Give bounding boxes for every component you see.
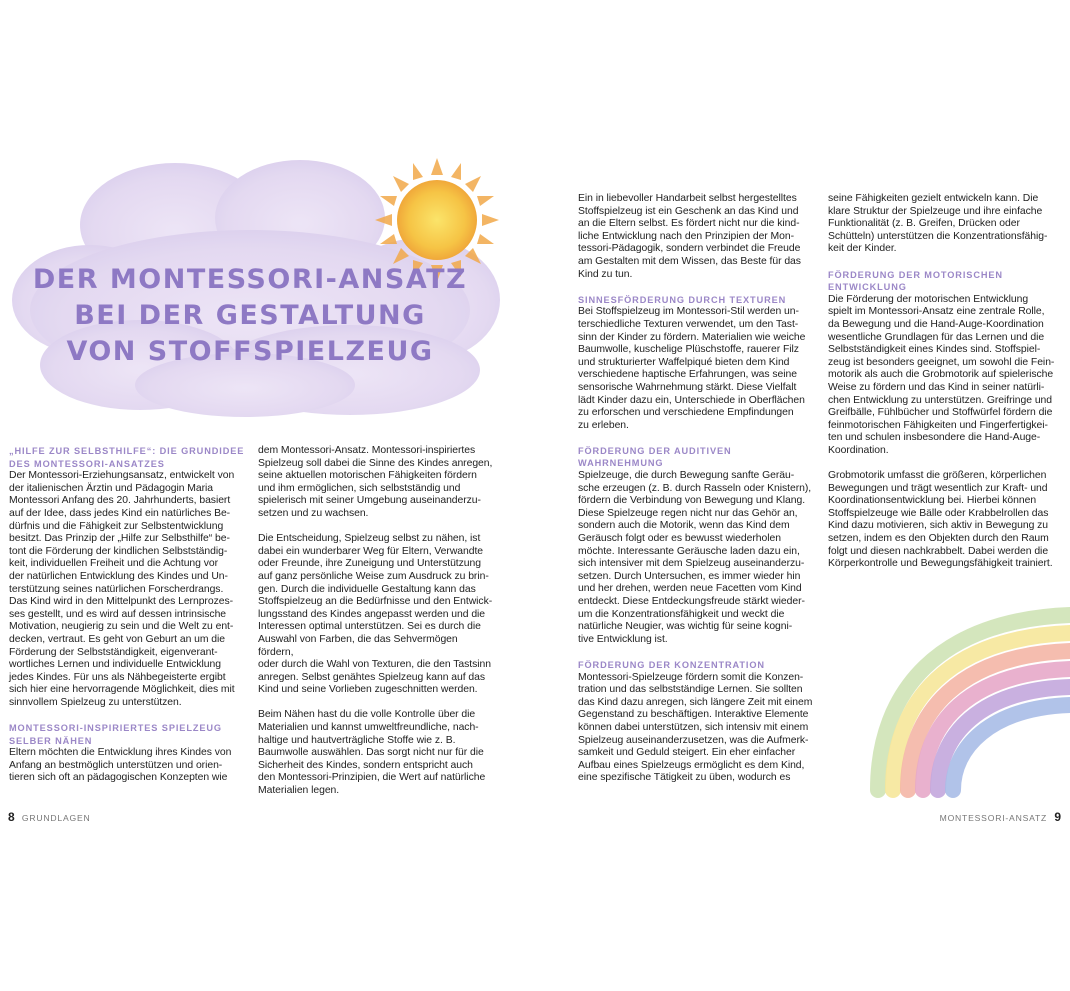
text-line: den Montessori-Prinzipien, die Wert auf natürliche [258, 772, 486, 784]
text-line: oder durch die Wahl von Texturen, die den Tastsinn [258, 659, 491, 671]
text-line: möchte. Interessante Geräusche laden dazu ein, [578, 545, 800, 557]
title-line: BEI DER GESTALTUNG [74, 300, 426, 331]
text-line: Interessen optimal unterstützen. Sei es durch die [258, 621, 481, 633]
text-line: der italienischen Ärztin und Pädagogin Maria [9, 482, 214, 494]
section-label: MONTESSORI-ANSATZ [939, 813, 1048, 823]
text-line: oder Freunde, ihre Zuneigung und Unterstützung [258, 558, 481, 570]
body-paragraph [9, 470, 245, 709]
text-line: Das Kind wird in den Mittelpunkt des Lernprozes- [9, 596, 233, 608]
title-line: VON STOFFSPIELZEUG [66, 336, 434, 367]
text-line: dürfnis und die Fähigkeit zur Selbstentwicklung [9, 520, 224, 532]
text-line: Der Montessori-Erziehungsansatz, entwickelt von [9, 470, 235, 482]
body-paragraph [578, 306, 814, 432]
text-line: und ihm ermöglichen, sich selbstständig und [258, 482, 461, 494]
text-line: wortliches Lernen und individuelle Entwicklung [9, 659, 221, 671]
text-line: feinmotorischen Fähigkeiten und Fingerfertigkei- [828, 419, 1048, 431]
text-line: tessori-Pädagogik, sondern verbindet die Freude [578, 243, 801, 255]
section-heading: FÖRDERUNG DER MOTORISCHEN [828, 269, 1003, 280]
text-line: und her drehen, werden neue Facetten vom Kind [578, 583, 802, 595]
text-line: tration und das selbstständige Lernen. Sie sollten [578, 684, 803, 696]
text-line: lungsstand des Kindes angepasst werden und die [258, 608, 486, 620]
text-line: Geräusch folgt oder es bewusst wiederholen [578, 533, 781, 545]
text-line: folgt und diesen nachkrabbelt. Dabei werden die [828, 545, 1049, 557]
text-line: Montessori-Spielzeuge fördern somit die Konzen- [578, 671, 804, 683]
text-line: dabei ein wunderbarer Weg für Eltern, Verwandte [258, 545, 484, 557]
text-line: anregen. Selbst genähtes Spielzeug kann auf das [258, 671, 485, 683]
footer-right [940, 810, 1061, 824]
text-line: setzen, indem es den Objekten durch den Raum [828, 533, 1049, 545]
section-heading: SINNESFÖRDERUNG DURCH TEXTUREN [578, 294, 787, 305]
text-line: Weise zu fördern und das Kind in seiner natürli- [828, 381, 1045, 393]
text-line: Materialien legen. [258, 785, 340, 797]
text-line: Anfang an bestmöglich unterstützen und orien- [9, 759, 223, 771]
text-line: samkeit und Geduld steigert. Ein eher einfacher [578, 747, 796, 759]
text-line: um die Konzentrationsfähigkeit und weckt die [578, 608, 785, 620]
right-column-1 [578, 193, 814, 785]
text-line: natürliche Neugier, was wichtig für seine kogni- [578, 621, 793, 633]
text-line: dem Montessori-Ansatz. Montessori-inspiriertes [258, 445, 476, 456]
text-line: terstützung seines natürlichen Forscherdrangs. [9, 583, 224, 595]
text-line: tont die Förderung der kindlichen Selbstständig- [9, 545, 228, 557]
text-line: Förderung der Selbstständigkeit, eigenverant- [9, 646, 218, 658]
text-section [828, 193, 1064, 256]
text-line: terschiedliche Texturen verwendet, um den Tast- [578, 318, 799, 330]
body-paragraph [828, 294, 1064, 458]
text-line: Sicherheit des Kindes, sondern entspricht auch [258, 759, 473, 771]
text-line: gen. Durch die individuelle Gestaltung kann das [258, 583, 476, 595]
text-section [578, 659, 814, 785]
text-line: Eltern möchten die Entwicklung ihres Kindes von [9, 747, 232, 759]
text-line: auf ganz persönliche Weise zum Ausdruck zu brin- [258, 570, 489, 582]
text-section [258, 445, 494, 798]
text-line: zu erleben. [578, 419, 629, 431]
text-line: Montessori Anfang des 20. Jahrhunderts, basiert [9, 495, 231, 507]
rainbow-illustration [878, 615, 1070, 790]
text-line: jedes Kindes. Für uns als Nähbegeisterte ergibt [9, 671, 226, 683]
text-section [9, 722, 245, 785]
section-heading: ENTWICKLUNG [828, 282, 907, 293]
text-line: Stoffspielzeuge wie Bälle oder Krabbelrollen das [828, 507, 1049, 519]
body-paragraph [9, 747, 245, 785]
text-line: am Gestalten mit dem Wissen, das Beste für das [578, 255, 801, 267]
text-line: spielerisch mit seiner Umgebung auseinanderzu- [258, 495, 481, 507]
text-line: Diese Spielzeuge regen nicht nur das Gehör an, [578, 507, 798, 519]
text-line: Spielzeuge, die durch Bewegung sanfte Geräu- [578, 470, 795, 482]
body-paragraph [828, 193, 1064, 256]
text-section [578, 193, 814, 281]
text-line: Stoffspielzeug an die Bedürfnisse und den Entwick- [258, 596, 493, 608]
text-line: Funktionalität (z. B. Greifen, Drücken oder [828, 218, 1020, 230]
text-line: setzen. Durch Untersuchen, es immer wieder hin [578, 570, 801, 582]
text-line: Kind dazu motivieren, sich aktiv in Bewegung zu [828, 520, 1049, 532]
text-line: können dabei unterstützen, sich intensiv mit einem [578, 721, 809, 733]
text-line: Ein in liebevoller Handarbeit selbst hergestelltes [578, 193, 797, 204]
section-heading: FÖRDERUNG DER KONZENTRATION [578, 659, 765, 670]
page-title [30, 262, 470, 370]
body-paragraph [828, 470, 1064, 571]
text-line: lädt Kinder dazu ein, Unterschiede in Oberflächen [578, 394, 805, 406]
text-line: sensorische Wahrnehmung stärkt. Diese Vielfalt [578, 381, 797, 393]
text-line: haltige und hautverträgliche Stoffe wie z. B. [258, 734, 456, 746]
text-line: Auswahl von Farben, die das Sehvermögen fördern, [258, 633, 458, 658]
text-line: keit der Kinder. [828, 243, 897, 255]
text-line: sinnvollem Spielzeug zu unterstützen. [9, 696, 182, 708]
text-section [578, 294, 814, 433]
body-paragraph [258, 709, 494, 797]
text-line: auf der Idee, dass jedes Kind ein natürliches Be- [9, 507, 231, 519]
text-line: Koordination. [828, 444, 889, 456]
text-line: Motivation, neugierig zu sein und die Welt zu ent- [9, 621, 234, 633]
text-line: setzen und zu wachsen. [258, 507, 369, 519]
text-line: sondern auch die Motorik, wenn das Kind dem [578, 520, 790, 532]
section-heading: DES MONTESSORI-ANSATZES [9, 458, 165, 469]
text-line: besitzt. Das Prinzip der „Hilfe zur Selbsthilfe“ be- [9, 533, 230, 545]
text-line: Greifbälle, Fühlbücher und Stoffwürfel fördern die [828, 407, 1053, 419]
text-line: seine aktuellen motorischen Fähigkeiten fördern [258, 470, 477, 482]
body-paragraph [578, 470, 814, 646]
text-line: Selbstständigkeit eines Kindes sind. Stoffspiel- [828, 344, 1041, 356]
section-heading: SELBER NÄHEN [9, 735, 93, 746]
text-line: Bei Stoffspielzeug im Montessori-Stil werden un- [578, 306, 799, 318]
text-line: sinn der Kinder zu fördern. Materialien wie weiche [578, 331, 806, 343]
section-label: GRUNDLAGEN [21, 813, 91, 823]
text-line: verschiedene haptische Erfahrungen, was seine [578, 369, 797, 381]
text-line: Gegenstand zu beschäftigen. Interaktive Elemente [578, 709, 809, 721]
text-line: Koordinationsentwicklung bei. Hierbei können [828, 495, 1037, 507]
section-heading: „HILFE ZUR SELBSTHILFE“: DIE GRUNDIDEE [9, 446, 245, 456]
text-line: ses gestellt, und es wird auf dessen intrinsische [9, 608, 227, 620]
right-column-2 [828, 193, 1064, 571]
text-line: Spielzeug soll dabei die Sinne des Kindes anregen, [258, 457, 493, 469]
text-section [578, 445, 814, 647]
text-line: tive Entwicklung ist. [578, 633, 668, 645]
text-line: sich intensiver mit dem Spielzeug auseinanderzu- [578, 558, 805, 570]
text-line: decken, vertraut. Es geht von Geburt an um die [9, 633, 226, 645]
text-line: an die Eltern selbst. Es fördert nicht nur die kind- [578, 218, 800, 230]
title-line: DER MONTESSORI-ANSATZ [32, 264, 468, 295]
text-line: sich hier eine hervorragende Möglichkeit, dies mit [9, 684, 235, 696]
left-column-1 [9, 445, 245, 785]
body-paragraph [258, 445, 494, 521]
text-line: spielt im Montessori-Ansatz eine zentrale Rolle, [828, 306, 1045, 318]
text-line: Baumwolle auswählen. Das sorgt nicht nur für die [258, 747, 484, 759]
text-section [828, 269, 1064, 571]
footer-left [8, 810, 91, 824]
text-line: da Bewegung und die Hand-Auge-Koordination [828, 318, 1044, 330]
text-line: Kind zu tun. [578, 268, 633, 280]
text-line: zu erforschen und verschiedene Empfindungen [578, 407, 794, 419]
text-line: chen Entwicklung zu unterstützen. Greifringe und [828, 394, 1053, 406]
page-number: 9 [1054, 810, 1061, 824]
section-heading: WAHRNEHMUNG [578, 458, 664, 469]
body-paragraph [258, 533, 494, 697]
text-line: klare Struktur der Spielzeuge und ihre einfache [828, 205, 1043, 217]
text-line: motorik als auch die Grobmotorik auf spielerische [828, 369, 1054, 381]
text-line: Baumwolle, kuschelige Plüschstoffe, rauerer Filz [578, 344, 799, 356]
text-line: liche Entwicklung nach den Prinzipien der Mon- [578, 230, 795, 242]
body-paragraph [578, 672, 814, 785]
text-line: sche erzeugen (z. B. durch Rasseln oder Knistern), [578, 482, 812, 494]
text-line: seine Fähigkeiten gezielt entwickeln kann. Die [828, 193, 1039, 204]
text-line: das Kind dazu anregen, sich längere Zeit mit einem [578, 696, 813, 708]
text-line: Materialien und kannst umweltfreundliche, nach- [258, 722, 479, 734]
text-line: Bewegungen und trägt wesentlich zur Kraft- und [828, 482, 1048, 494]
text-line: eine spezifische Tätigkeit zu üben, wodurch es [578, 772, 791, 784]
text-line: tieren sich oft an pädagogischen Konzepten wie [9, 772, 228, 784]
text-line: der natürlichen Entwicklung des Kindes und Un- [9, 570, 228, 582]
text-line: Grobmotorik umfasst die größeren, körperlichen [828, 470, 1047, 482]
text-line: zeug ist besonders geeignet, um sowohl die Fein- [828, 356, 1055, 368]
body-paragraph [578, 193, 814, 281]
text-line: Die Förderung der motorischen Entwicklung [828, 293, 1029, 305]
text-line: entdeckt. Diese Entdeckungsfreude stärkt wieder- [578, 596, 805, 607]
section-heading: MONTESSORI-INSPIRIERTES SPIELZEUG [9, 723, 222, 734]
text-line: Stoffspielzeug ist ein Geschenk an das Kind und [578, 205, 799, 217]
text-line: Spielzeug auseinanderzusetzen, was die Aufmerk- [578, 734, 809, 746]
text-line: wesentliche Grundlagen für das Lernen und die [828, 331, 1045, 343]
text-line: Die Entscheidung, Spielzeug selbst zu nähen, ist [258, 533, 481, 545]
text-line: keit, individuellen Freiheit und die Achtung vor [9, 558, 219, 570]
text-line: Aufbau eines Spielzeugs ermöglicht es dem Kind, [578, 759, 805, 771]
text-line: fördern die Verbindung von Bewegung und Klang. [578, 495, 806, 507]
text-section [9, 445, 245, 709]
left-column-2 [258, 445, 494, 798]
text-line: ten und schulen insbesondere die Hand-Auge- [828, 432, 1041, 444]
text-line: und strukturierter Waffelpiqué bieten dem Kind [578, 356, 790, 368]
section-heading: FÖRDERUNG DER AUDITIVEN [578, 445, 732, 456]
text-line: Körperkontrolle und Bewegungsfähigkeit trainiert. [828, 558, 1053, 570]
page-number: 8 [8, 810, 15, 824]
text-line: Schütteln) unterstützen die Konzentrationsfähig- [828, 230, 1048, 242]
text-line: Beim Nähen hast du die volle Kontrolle über die [258, 709, 476, 721]
text-line: Kind und seine Vorlieben zugeschnitten werden. [258, 684, 478, 696]
